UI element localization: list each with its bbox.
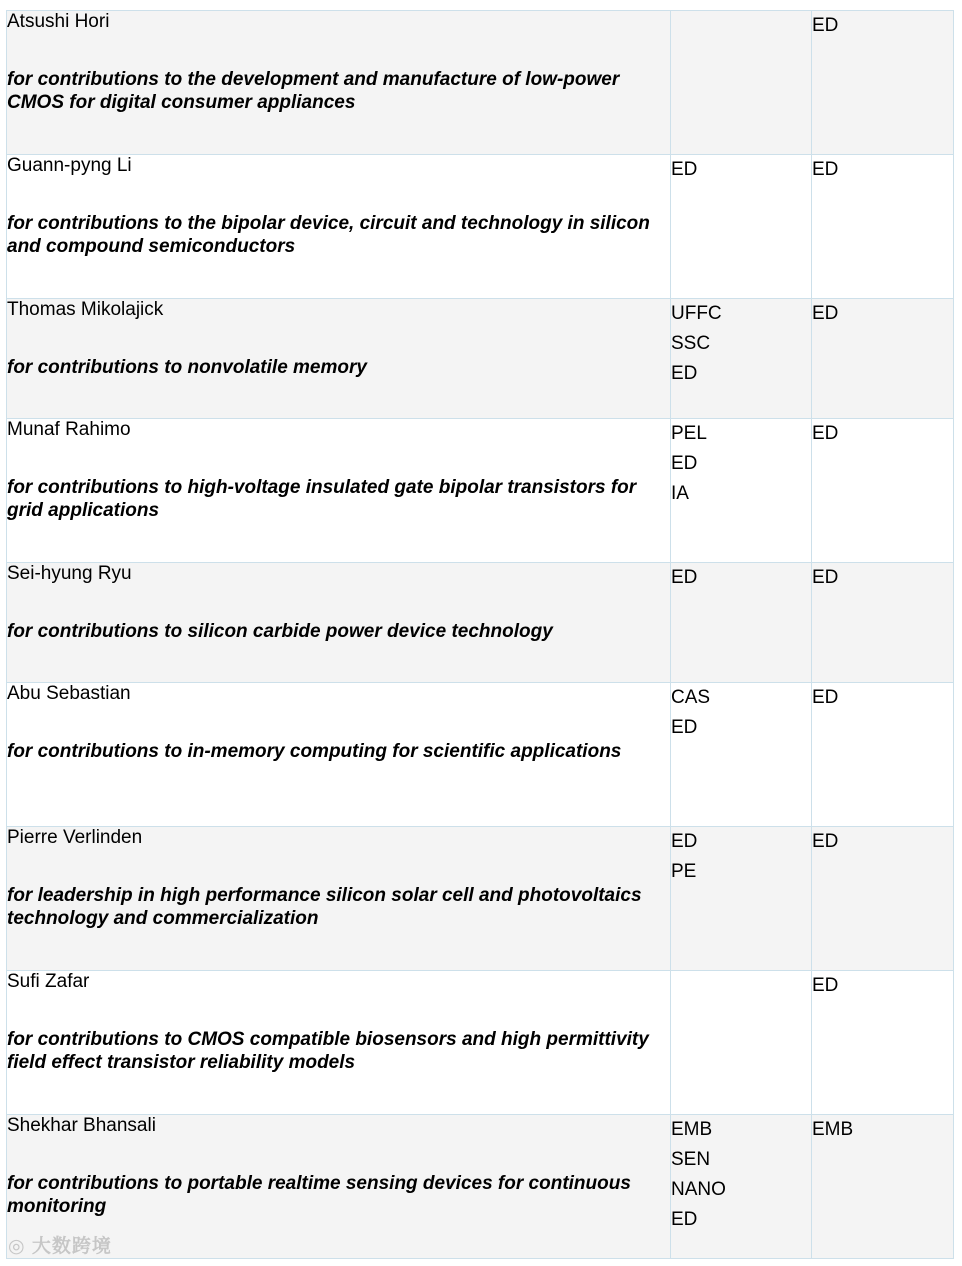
fellow-citation: for contributions to portable realtime sensing devices for continuous monitoring	[7, 1173, 631, 1217]
society-code: SEN	[671, 1149, 711, 1170]
evaluating-society-code: ED	[812, 423, 839, 444]
society-code: IA	[671, 483, 689, 504]
society-code: EMB	[671, 1119, 713, 1140]
table-row	[7, 971, 954, 1115]
society-code: UFFC	[671, 303, 722, 324]
fellow-name: Munaf Rahimo	[7, 419, 131, 440]
fellow-citation: for leadership in high performance silicon solar cell and photovoltaics technology and commercialization	[7, 885, 642, 929]
societies-cell	[671, 299, 812, 419]
fellow-citation: for contributions to nonvolatile memory	[7, 357, 367, 378]
societies-cell	[671, 155, 812, 299]
fellow-name: Guann-pyng Li	[7, 155, 132, 176]
fellow-citation: for contributions to the development and manufacture of low-power CMOS for digital consumer appliances	[7, 69, 620, 113]
fellows-table-body	[7, 11, 954, 1259]
evaluating-society-cell	[812, 563, 954, 683]
fellow-cell	[7, 11, 671, 155]
societies-cell	[671, 827, 812, 971]
fellow-name: Sufi Zafar	[7, 971, 90, 992]
table-row	[7, 1115, 954, 1259]
society-code: PEL	[671, 423, 707, 444]
society-code: SSC	[671, 333, 711, 354]
society-code: ED	[671, 453, 698, 474]
table-row	[7, 683, 954, 827]
fellow-name: Abu Sebastian	[7, 683, 131, 704]
societies-cell	[671, 1115, 812, 1259]
fellow-cell	[7, 419, 671, 563]
evaluating-society-cell	[812, 827, 954, 971]
table-row	[7, 563, 954, 683]
watermark	[8, 1236, 112, 1258]
evaluating-society-code: ED	[812, 15, 839, 36]
fellow-name: Sei-hyung Ryu	[7, 563, 132, 584]
society-code: ED	[671, 831, 698, 852]
society-code: NANO	[671, 1179, 726, 1200]
society-code: ED	[671, 159, 698, 180]
fellow-name: Thomas Mikolajick	[7, 299, 164, 320]
society-code: ED	[671, 717, 698, 738]
fellow-citation: for contributions to the bipolar device, circuit and technology in silicon and compound semiconductors	[7, 213, 650, 257]
society-code: CAS	[671, 687, 711, 708]
evaluating-society-code: ED	[812, 567, 839, 588]
evaluating-society-cell	[812, 1115, 954, 1259]
fellow-cell	[7, 683, 671, 827]
societies-cell	[671, 11, 812, 155]
fellow-citation: for contributions to high-voltage insulated gate bipolar transistors for grid applications	[7, 477, 637, 521]
society-code: PE	[671, 861, 697, 882]
table-row	[7, 419, 954, 563]
fellow-cell	[7, 299, 671, 419]
societies-cell	[671, 563, 812, 683]
evaluating-society-cell	[812, 299, 954, 419]
fellows-table	[6, 10, 954, 1259]
fellow-citation: for contributions to in-memory computing for scientific applications	[7, 741, 622, 762]
fellow-name: Pierre Verlinden	[7, 827, 143, 848]
fellow-citation: for contributions to CMOS compatible biosensors and high permittivity field effect transistor reliability models	[7, 1029, 649, 1073]
evaluating-society-cell	[812, 155, 954, 299]
fellow-name: Atsushi Hori	[7, 11, 110, 32]
evaluating-society-cell	[812, 683, 954, 827]
societies-cell	[671, 971, 812, 1115]
society-code: ED	[671, 567, 698, 588]
evaluating-society-cell	[812, 971, 954, 1115]
societies-cell	[671, 419, 812, 563]
evaluating-society-code: EMB	[812, 1119, 854, 1140]
evaluating-society-code: ED	[812, 831, 839, 852]
society-code: ED	[671, 363, 698, 384]
fellow-cell	[7, 155, 671, 299]
evaluating-society-code: ED	[812, 303, 839, 324]
table-row	[7, 827, 954, 971]
fellow-cell	[7, 971, 671, 1115]
table-row	[7, 299, 954, 419]
evaluating-society-code: ED	[812, 687, 839, 708]
fellow-citation: for contributions to silicon carbide power device technology	[7, 621, 553, 642]
society-code: ED	[671, 1209, 698, 1230]
societies-cell	[671, 683, 812, 827]
fellow-cell	[7, 563, 671, 683]
table-row	[7, 155, 954, 299]
watermark-text: 大数跨境	[31, 1236, 112, 1257]
evaluating-society-code: ED	[812, 975, 839, 996]
evaluating-society-cell	[812, 419, 954, 563]
fellow-name: Shekhar Bhansali	[7, 1115, 156, 1136]
table-row	[7, 11, 954, 155]
evaluating-society-cell	[812, 11, 954, 155]
fellow-cell	[7, 827, 671, 971]
evaluating-society-code: ED	[812, 159, 839, 180]
logo-icon: ◎	[8, 1236, 26, 1257]
